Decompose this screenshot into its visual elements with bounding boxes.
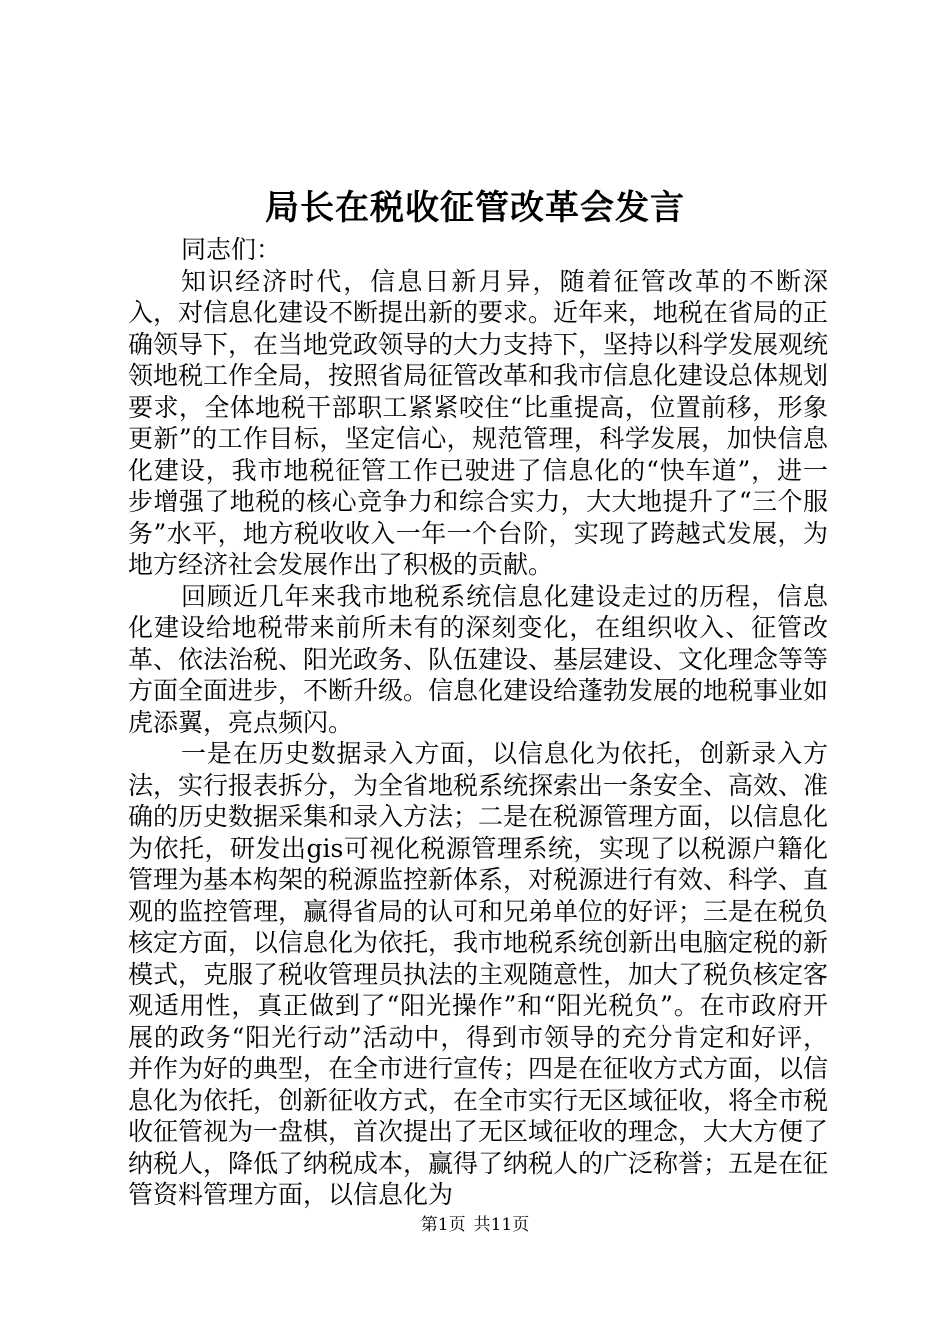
- paragraph-3: 一是在历史数据录入方面，以信息化为依托，创新录入方法，实行报表拆分，为全省地税系统探索出一条安全、高效、准确的历史数据采集和录入方法；二是在税源管理方面，以信息化为依托，研发出gis可视化税源管理系统，实现了以税源户籍化管理为基本构架的税源监控新体系，对税源进行有效、科学、直观的监控管理，赢得省局的认可和兄弟单位的好评；三是在税负核定方面，以信息化为依托，我市地税系统创新出电脑定税的新模式，克服了税收管理员执法的主观随意性，加大了税负核定客观适用性，真正做到了“阳光操作”和“阳光税负”。在市政府开展的政务“阳光行动”活动中，得到市领导的充分肯定和好评，并作为好的典型，在全市进行宣传；四是在征收方式方面，以信息化为依托，创新征收方式，在全市实行无区域征收，将全市税收征管视为一盘棋，首次提出了无区域征收的理念，大大方便了纳税人，降低了纳税成本，赢得了纳税人的广泛称誉；五是在征管资料管理方面，以信息化为: [128, 739, 829, 1209]
- paragraph-1: 知识经济时代，信息日新月异，随着征管改革的不断深入，对信息化建设不断提出新的要求。近年来，地税在省局的正确领导下，在当地党政领导的大力支持下，坚持以科学发展观统领地税工作全局，按照省局征管改革和我市信息化建设总体规划要求，全体地税干部职工紧紧咬住“比重提高，位置前移，形象更新”的工作目标，坚定信心，规范管理，科学发展，加快信息化建设，我市地税征管工作已驶进了信息化的“快车道”，进一步增强了地税的核心竞争力和综合实力，大大地提升了“三个服务”水平，地方税收收入一年一个台阶，实现了跨越式发展，为地方经济社会发展作出了积极的贡献。: [128, 266, 829, 579]
- salutation: 同志们：: [181, 235, 282, 264]
- document-title: 局长在税收征管改革会发言: [265, 188, 685, 228]
- page-number: 第1页: [420, 1215, 466, 1235]
- paragraph-2: 回顾近几年来我市地税系统信息化建设走过的历程，信息化建设给地税带来前所未有的深刻变化，在组织收入、征管改革、依法治税、阳光政务、队伍建设、基层建设、文化理念等等方面全面进步，不断升级。信息化建设给蓬勃发展的地税事业如虎添翼，亮点频闪。: [128, 581, 829, 737]
- page-footer: [0, 1213, 950, 1237]
- page-total: 共11页: [473, 1215, 530, 1235]
- document-body: [128, 234, 828, 1211]
